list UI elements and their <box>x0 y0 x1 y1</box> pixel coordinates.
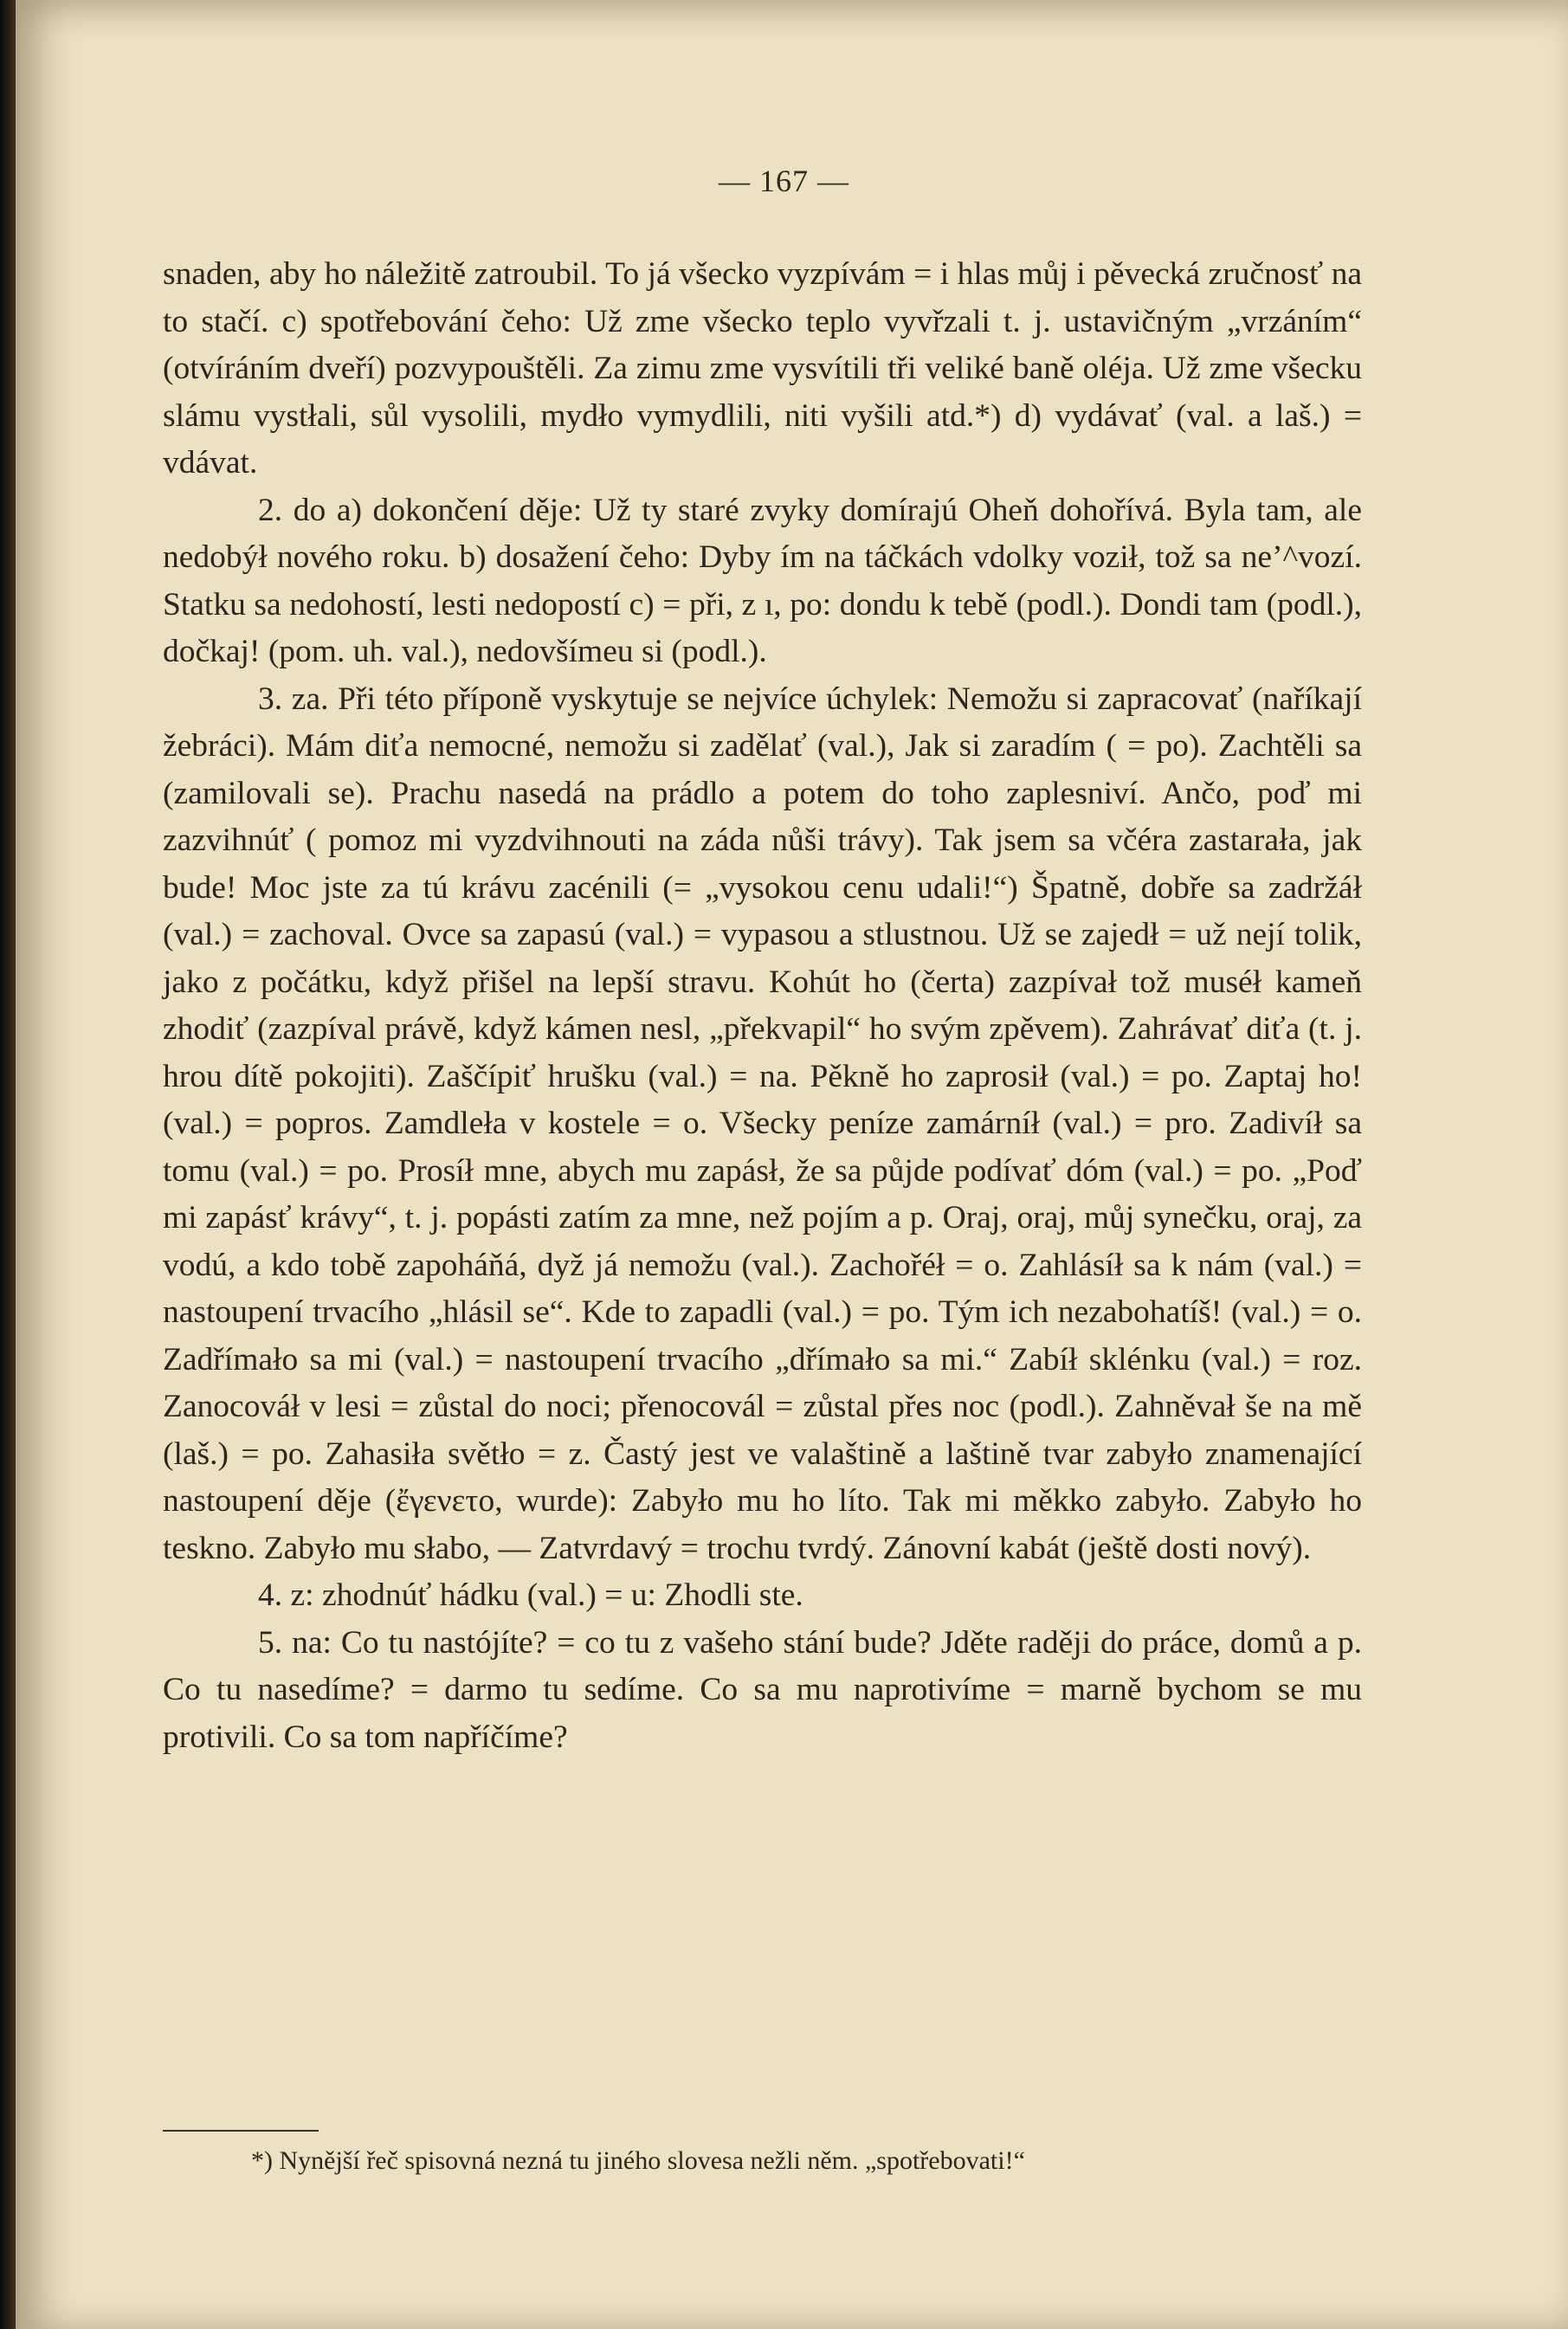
body-text <box>163 251 1362 1761</box>
paragraph-section-4: 4. z: zhodnúť hádku (val.) = u: Zhodli ste. <box>258 1577 803 1613</box>
book-gutter <box>0 0 16 2329</box>
footnote: *) Nynější řeč spisovná nezná tu jiného slovesa nežli něm. „spotřebovati!“ <box>251 2146 1025 2175</box>
paragraph-section-2: 2. do a) dokončení děje: Už ty staré zvyky domírajú Oheň dohořívá. Byla tam, ale nedobýł nového roku. b) dosažení čeho: Dyby ím na táčkách vdolky voził, tož sa neʼ^vozí. Statku sa nedohostí, lesti nedopostí c) = při, z ı, po: dondu k tebě (podl.). Dondi tam (podl.), dočkaj! (pom. uh. val.), nedovšímeu si (podl.). <box>163 492 1362 669</box>
paragraph-section-3: 3. za. Při této příponě vyskytuje se nejvíce úchylek: Nemožu si zapracovať (naříkají žebráci). Mám diťa nemocné, nemožu si zadělať (val.), Jak si zaradím ( = po). Zachtěli sa (zamilovali se). Prachu nasedá na prádlo a potem do toho zaplesniví. Ančo, poď mi zazvihnúť ( pomoz mi vyzdvihnouti na záda nůši trávy). Tak jsem sa včéra zastarała, jak bude! Moc jste za tú krávu zacénili (= „vysokou cenu udali!“) Špatně, dobře sa zadržáł (val.) = zachoval. Ovce sa zapasú (val.) = vypasou a stlustnou. Už se zajedł = už nejí tolik, jako z počátku, když přišel na lepší stravu. Kohút ho (čerta) zazpívał tož muséł kameň zhodiť (zazpíval právě, když kámen nesl, „překvapil“ ho svým zpěvem). Zahrávať diťa (t. j. hrou dítě pokojiti). Zaščípiť hrušku (val.) = na. Pěkně ho zaprosił (val.) = po. Zaptaj ho! (val.) = popros. Zamdleła v kostele = o. Všecky peníze zamárníł (val.) = pro. Zadivíł sa tomu (val.) = po. Prosíł mne, abych mu zapásł, že sa půjde podívať dóm (val.) = po. „Poď mi zapásť krávy“, t. j. popásti zatím za mne, než pojím a p. Oraj, oraj, můj synečku, oraj, za vodú, a kdo tobě zapoháňá, dyž já nemožu (val.). Zachořéł = o. Zahlásíł sa k nám (val.) = nastoupení trvacího „hlásil se“. Kde to zapadli (val.) = po. Tým ich nezabohatíš! (val.) = o. Zadřímało sa mi (val.) = nastoupení trvacího „dřímało sa mi.“ Zabíł sklénku (val.) = roz. Zanocováł v lesi = zůstal do noci; přenocovál = zůstal přes noc (podl.). Zahněvał še na mě (laš.) = po. Zahasiła světło = z. Častý jest ve valaštině a laštině tvar zabyło znamenající nastoupení děje (ἔγενετο, wurde): Zabyło mu ho líto. Tak mi měkko zabyło. Zabyło ho teskno. Zabyło mu słabo, — Zatvrdavý = trochu tvrdý. Zánovní kabát (ještě dosti nový). <box>163 681 1362 1566</box>
footnote-divider <box>163 2130 319 2132</box>
paragraph-continuation: snaden, aby ho náležitě zatroubil. To já všecko vyzpívám = i hlas můj i pěvecká zručnosť na to stačí. c) spotřebování čeho: Už zme všecko teplo vyvřzali t. j. ustavičným „vrzáním“ (otvíráním dveří) pozvypouštěli. Za zimu zme vysvítili tři veliké baně oléja. Už zme všecku slámu vystłali, sůl vysolili, mydło vymydlili, niti vyšili atd.*) d) vydávať (val. a laš.) = vdávat. <box>163 256 1362 481</box>
page-number: — 167 — <box>719 164 849 198</box>
paragraph-section-5: 5. na: Co tu nastójíte? = co tu z vašeho stání bude? Jděte raději do práce, domů a p. Co tu nasedíme? = darmo tu sedíme. Co sa mu naprotivíme = marně bychom se mu protivili. Co sa tom napříčíme? <box>163 1624 1362 1755</box>
